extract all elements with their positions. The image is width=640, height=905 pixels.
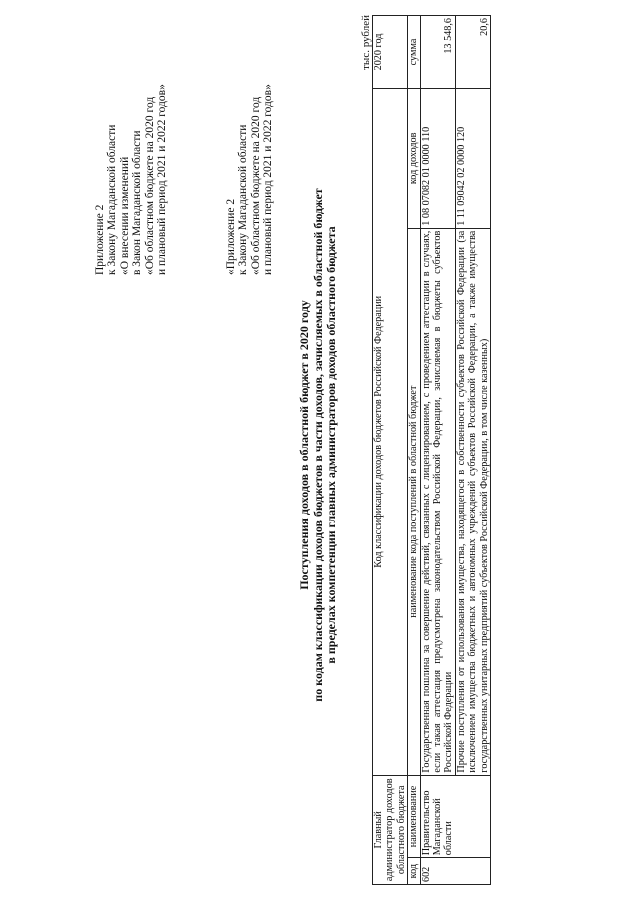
table-subheader-row — [408, 16, 420, 885]
header-line: к Закону Магаданской области — [237, 124, 250, 275]
title-line: в пределах компетенции главных администраторов доходов областного бюджета — [324, 226, 339, 664]
admin-group-header: Главный администратор доходов областного бюджета — [373, 775, 408, 884]
amount-cell: 20,6 — [455, 16, 490, 89]
document-title — [298, 165, 339, 725]
header-line: и плановый период 2021 и 2022 годов» — [156, 84, 169, 275]
budget-table — [372, 15, 491, 885]
admin-name-cell: Правительство Магаданской области — [420, 775, 490, 858]
title-line: Поступления доходов в областной бюджет в 2020 году — [297, 300, 311, 590]
table-header-row — [373, 16, 408, 885]
header-line: «Приложение 2 — [225, 198, 237, 275]
code-header: код — [408, 858, 420, 885]
appendix-header-2 — [225, 15, 275, 275]
header-line: «Об областном бюджете на 2020 год — [143, 96, 156, 275]
admin-code-cell: 602 — [420, 858, 490, 885]
header-line: «Об областном бюджете на 2020 год — [249, 96, 262, 275]
title-line: по кодам классификации доходов бюджетов в части доходов, зачисляемых в областной бюджет — [310, 188, 325, 702]
table-row — [420, 16, 455, 885]
income-description-cell: Государственная пошлина за совершение действий, связанных с лицензированием, с проведением аттестации в случаях, если такая аттестация предусмотрена законодательством Российской Федерации, зачисляемая в бюджеты субъектов Российской Федерации — [420, 228, 455, 775]
header-line: Приложение 2 — [94, 204, 106, 275]
unit-label: тыс. рублей — [360, 15, 372, 70]
year-header: 2020 год — [373, 16, 408, 89]
header-line: и плановый период 2021 и 2022 годов» — [262, 84, 275, 275]
header-line: к Закону Магаданской области — [106, 124, 119, 275]
header-line: «О внесении изменений — [118, 156, 131, 275]
classification-group-header: Код классификации доходов бюджетов Российской Федерации — [373, 88, 408, 775]
income-code-header: код доходов — [408, 88, 420, 228]
income-description-cell: Прочие поступления от использования имущества, находящегося в собственности субъектов Российской Федерации (за исключением имущества бюджетных и автономных учреждений субъектов Российской Федерации, а также имущества государственных унитарных предприятий субъектов Российской Федерации, в том числе казенных) — [455, 228, 490, 775]
amount-cell: 13 548,6 — [420, 16, 455, 89]
header-line: в Закон Магаданской области — [131, 130, 144, 275]
income-name-header: наименование кода поступлений в областной бюджет — [408, 228, 420, 775]
income-code-cell: 1 11 09042 02 0000 120 — [455, 88, 490, 228]
sum-header: сумма — [408, 16, 420, 89]
income-code-cell: 1 08 07082 01 0000 110 — [420, 88, 455, 228]
appendix-header — [94, 15, 168, 275]
table-row — [455, 16, 490, 885]
name-header: наименование — [408, 775, 420, 858]
